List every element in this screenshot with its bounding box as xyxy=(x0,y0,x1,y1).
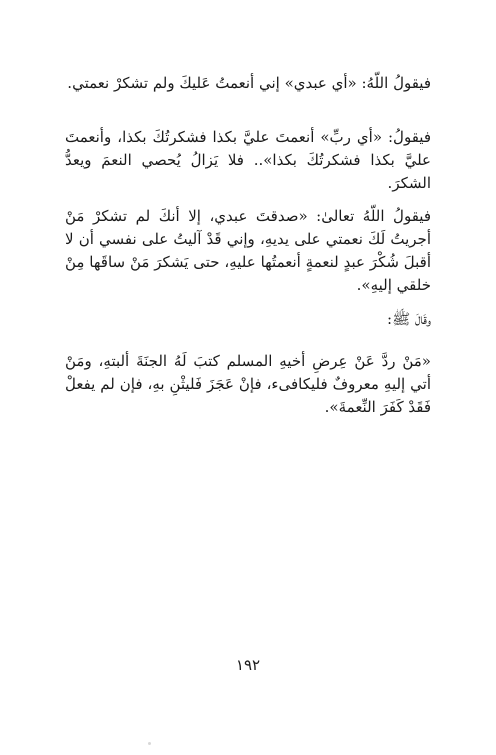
paragraph-2: فيقولُ: «أي ربِّ» أنعمتَ عليَّ بكذا فشكرتُكَ بكذا، وأنعمتَ عليَّ بكذا فشكرتُكَ بكذا».. فلا يَزالُ يُحصي النعمَ ويعدُّ الشكرَ. xyxy=(65,128,431,192)
scan-speck xyxy=(148,742,151,745)
paragraph-3: فيقولُ اللّهُ تعالىٰ: «صدقتَ عبدي، إلا أنكَ لم تشكرْ مَنْ أجريتُ لَكَ نعمتي على يديهِ، وإني قَدْ آليتُ على نفسي أن لا أقبلَ شُكْرَ عبدٍ لنعمةٍ أنعمتُها عليهِ، حتى يَشكرَ مَنْ ساقَها مِنْ خلقي إليهِ». xyxy=(65,207,431,294)
paragraph-5-hadith: «مَنْ ردَّ عَنْ عِرضِ أخيهِ المسلم كتبَ لَهُ الجنَةَ ألبتهِ، ومَنْ أتي إليهِ معروفٌ فليكافىء، فإنْ عَجَزَ فَليثْنِ بهِ، فإن لم يفعلْ فَقَدْ كَفَرَ النِّعمةَ». xyxy=(65,352,431,416)
page-number: ١٩٢ xyxy=(235,656,261,674)
paragraph-1: فيقولُ اللّهُ: «أي عبدي» إني أنعمتُ عَليكَ ولم تشكرْ نعمتي. xyxy=(67,74,431,92)
paragraph-4-heading: وقَالَ ﷺ: xyxy=(387,310,431,328)
